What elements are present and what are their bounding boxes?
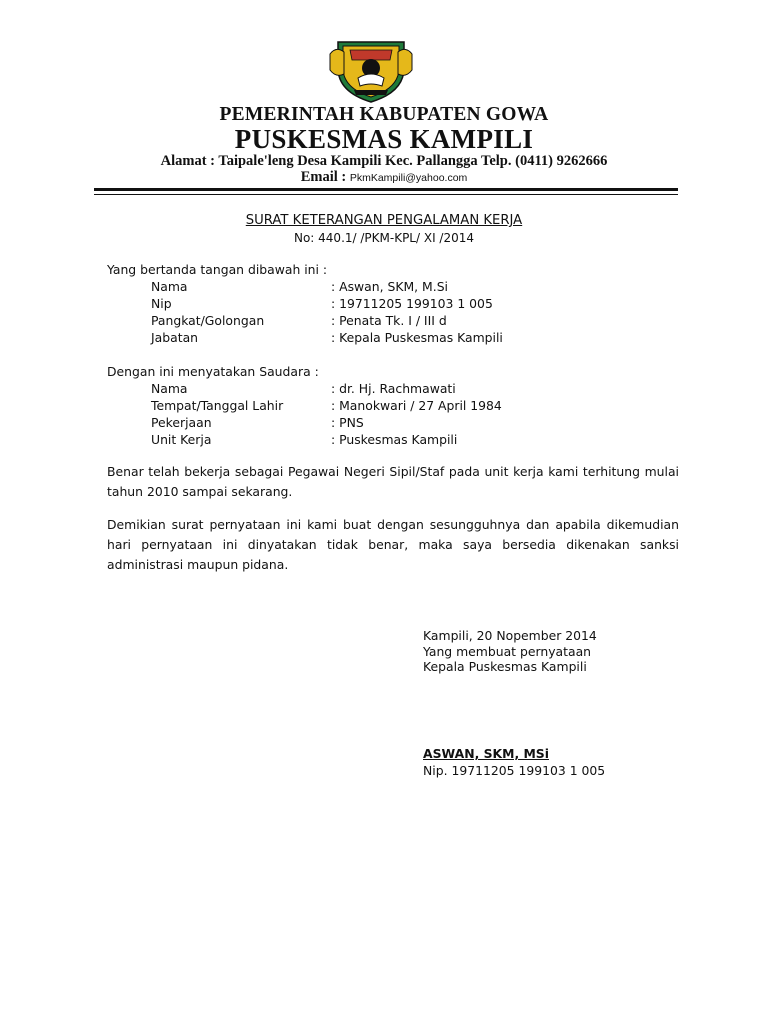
signatory-field-value: : Penata Tk. I / III d xyxy=(331,313,447,328)
signatory-field-label: Nip xyxy=(151,296,172,311)
letter-number: No: 440.1/ /PKM-KPL/ XI /2014 xyxy=(293,231,475,245)
signatory-field-label: Pangkat/Golongan xyxy=(151,313,265,328)
signature-role-line: Yang membuat pernyataan xyxy=(423,644,592,659)
government-heading: PEMERINTAH KABUPATEN GOWA xyxy=(219,104,549,125)
signatory-intro: Yang bertanda tangan dibawah ini : xyxy=(107,262,328,277)
gowa-emblem-logo xyxy=(328,34,414,104)
letter-title: SURAT KETERANGAN PENGALAMAN KERJA xyxy=(245,213,523,228)
signer-nip: Nip. 19711205 199103 1 005 xyxy=(423,763,606,778)
subject-field-value: : PNS xyxy=(331,415,364,430)
signatory-field-value: : Kepala Puskesmas Kampili xyxy=(331,330,503,345)
subject-field-value: : Puskesmas Kampili xyxy=(331,432,458,447)
letterhead-rule-thin xyxy=(94,194,678,195)
email-address: PkmKampili@yahoo.com xyxy=(349,172,468,184)
subject-intro: Dengan ini menyatakan Saudara : xyxy=(107,364,319,379)
signer-name: ASWAN, SKM, MSi xyxy=(423,746,549,761)
address-line: Alamat : Taipale'leng Desa Kampili Kec. Pallangga Telp. (0411) 9262666 xyxy=(160,153,608,169)
letterhead-rule-thick xyxy=(94,188,678,191)
signatory-field-label: Nama xyxy=(151,279,188,294)
signatory-field-value: : Aswan, SKM, M.Si xyxy=(331,279,448,294)
subject-field-label: Tempat/Tanggal Lahir xyxy=(151,398,284,413)
statement-paragraph: Benar telah bekerja sebagai Pegawai Negeri Sipil/Staf pada unit kerja kami terhitung mulai tahun 2010 sampai sekarang. xyxy=(107,464,679,499)
subject-field-label: Nama xyxy=(151,381,188,396)
subject-field-label: Unit Kerja xyxy=(151,432,212,447)
institution-heading: PUSKESMAS KAMPILI xyxy=(234,124,534,154)
signatory-field-value: : 19711205 199103 1 005 xyxy=(331,296,493,311)
signatory-field-label: Jabatan xyxy=(151,330,199,345)
closing-paragraph: Demikian surat pernyataan ini kami buat dengan sesungguhnya dan apabila dikemudian hari pernyataan ini dinyatakan tidak benar, maka saya bersedia dikenakan sanksi administrasi maupun pidana. xyxy=(107,517,679,572)
subject-field-value: : Manokwari / 27 April 1984 xyxy=(331,398,502,413)
email-label: Email : xyxy=(300,169,350,185)
subject-field-value: : dr. Hj. Rachmawati xyxy=(331,381,456,396)
subject-field-label: Pekerjaan xyxy=(151,415,212,430)
email-line xyxy=(0,169,768,186)
place-date: Kampili, 20 Nopember 2014 xyxy=(423,628,597,643)
signature-position-line: Kepala Puskesmas Kampili xyxy=(423,659,587,674)
